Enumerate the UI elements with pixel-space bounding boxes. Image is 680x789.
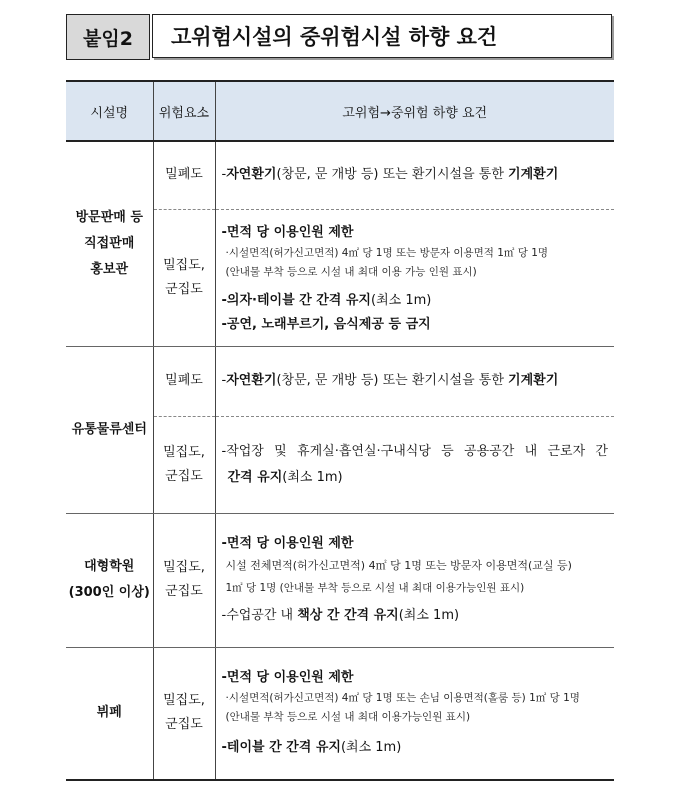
facility-name-line: 직접판매	[84, 235, 135, 251]
page-title: 고위험시설의 중위험시설 하향 요건	[152, 14, 612, 58]
requirement-cell	[215, 346, 614, 416]
facility-name-cell	[66, 141, 153, 346]
facility-name-line: 대형학원	[84, 559, 135, 574]
table-row	[66, 141, 614, 209]
table-row	[66, 513, 614, 647]
requirement-line: 간격 유지(최소 1m)	[227, 469, 343, 485]
appendix-label: 붙임2	[66, 14, 150, 60]
risk-label: 군집도	[165, 281, 203, 297]
requirement-line: -면적 당 이용인원 제한	[221, 224, 354, 240]
req-text: (창문, 문 개방 등) 또는 환기시설을 통한	[276, 167, 509, 183]
header-risk: 위험요소	[153, 81, 215, 141]
requirement-detail: (안내물 부착 등으로 시설 내 최대 이용 가능 인원 표시)	[225, 265, 477, 278]
requirement-line: -면적 당 이용인원 제한	[221, 536, 354, 551]
risk-label: 군집도	[165, 584, 203, 599]
requirement-line	[222, 164, 609, 186]
requirement-line: -공연, 노래부르기, 음식제공 등 금지	[221, 316, 431, 332]
req-emphasis: 자연환기	[226, 167, 277, 183]
table-header-row	[66, 81, 614, 141]
requirement-cell	[215, 513, 614, 647]
risk-cell	[153, 141, 215, 209]
requirement-line: -면적 당 이용인원 제한	[221, 670, 354, 686]
header-facility: 시설명	[66, 81, 153, 141]
requirements-table	[66, 80, 614, 781]
risk-cell	[153, 647, 215, 780]
facility-name-cell	[66, 346, 153, 513]
risk-label: 군집도	[165, 717, 203, 733]
risk-label: 밀집도,	[163, 693, 205, 709]
requirement-detail: 시설 전체면적(허가신고면적) 4㎡ 당 1명 또는 방문자 이용면적(교실 등)	[225, 559, 572, 572]
requirement-line: -테이블 간 간격 유지(최소 1m)	[221, 740, 402, 756]
facility-name-line: 홍보관	[90, 261, 129, 277]
risk-label: 밀폐도	[165, 167, 203, 183]
requirement-line: -자연환기(창문, 문 개방 등) 또는 환기시설을 통한 기계환기	[221, 373, 559, 388]
requirement-line: -작업장 및 휴게실·흡연실·구내식당 등 공용공간 내 근로자 간	[221, 443, 608, 459]
requirement-detail: 1㎡ 당 1명 (안내물 부착 등으로 시설 내 최대 이용가능인원 표시)	[225, 582, 525, 594]
requirement-cell	[215, 647, 614, 780]
table-row	[66, 346, 614, 416]
requirement-detail: ·시설면적(허가신고면적) 4㎡ 당 1명 또는 방문자 이용면적 1㎡ 당 1명	[225, 246, 549, 259]
requirement-line: -수업공간 내 책상 간 간격 유지(최소 1m)	[221, 608, 460, 623]
requirement-line: -의자·테이블 간 간격 유지(최소 1m)	[221, 292, 432, 308]
req-emphasis: 기계환기	[508, 167, 559, 183]
risk-label: 밀폐도	[165, 373, 203, 388]
requirement-cell	[215, 416, 614, 513]
facility-name-cell	[66, 513, 153, 647]
risk-label: 군집도	[165, 468, 203, 484]
risk-label: 밀집도,	[163, 257, 205, 273]
risk-cell	[153, 209, 215, 346]
risk-cell	[153, 513, 215, 647]
table-row	[66, 647, 614, 780]
requirement-detail: ·시설면적(허가신고면적) 4㎡ 당 1명 또는 손님 이용면적(홀룸 등) 1㎡ 당 1명	[225, 692, 580, 705]
req-text: -	[221, 167, 227, 183]
requirement-detail: (안내물 부착 등으로 시설 내 최대 이용가능인원 표시)	[225, 711, 471, 724]
risk-label: 밀집도,	[163, 444, 205, 460]
title-block	[66, 14, 614, 60]
risk-cell	[153, 416, 215, 513]
requirement-cell	[215, 209, 614, 346]
requirement-cell	[215, 141, 614, 209]
facility-name-line: (300인 이상)	[68, 585, 150, 600]
risk-label: 밀집도,	[163, 560, 205, 575]
facility-name-line: 방문판매 등	[75, 209, 143, 225]
facility-name-cell	[66, 647, 153, 780]
facility-name-line: 유통물류센터	[71, 421, 147, 437]
risk-cell	[153, 346, 215, 416]
header-requirement: 고위험→중위험 하향 요건	[215, 81, 614, 141]
facility-name-line: 뷔페	[96, 705, 122, 721]
